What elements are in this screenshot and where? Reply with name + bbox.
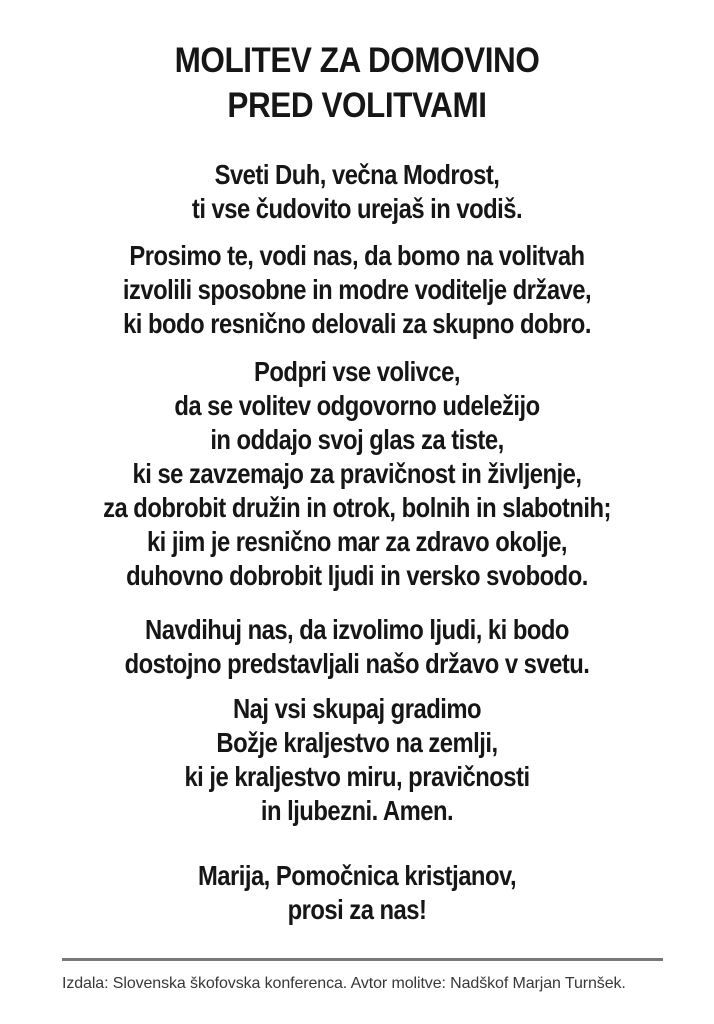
prayer-line: ki jim je resnično mar za zdravo okolje, bbox=[146, 526, 568, 557]
stanza-invocation bbox=[54, 158, 661, 226]
stanza-petition-voters bbox=[54, 355, 661, 593]
prayer-line: in oddajo svoj glas za tiste, bbox=[210, 424, 504, 455]
footer-credit: Izdala: Slovenska škofovska konferenca. Avtor molitve: Nadškof Marjan Turnšek. bbox=[62, 975, 626, 992]
prayer-line: duhovno dobrobit ljudi in versko svobodo. bbox=[126, 560, 588, 591]
document-title-line-1: MOLITEV ZA DOMOVINO bbox=[174, 41, 540, 80]
prayer-line: Podpri vse volivce, bbox=[254, 356, 460, 387]
prayer-line: prosi za nas! bbox=[287, 894, 427, 925]
stanza-kingdom bbox=[54, 692, 661, 828]
prayer-body bbox=[0, 158, 714, 927]
prayer-line: ki se zavzemajo za pravičnost in življenje, bbox=[132, 458, 582, 489]
prayer-line: za dobrobit družin in otrok, bolnih in slabotnih; bbox=[103, 492, 611, 523]
prayer-line: dostojno predstavljali našo državo v svetu. bbox=[124, 648, 590, 679]
prayer-line: Božje kraljestvo na zemlji, bbox=[216, 727, 498, 758]
prayer-line: ki bodo resnično delovali za skupno dobro. bbox=[123, 308, 591, 339]
stanza-marian-invocation bbox=[54, 859, 661, 927]
document-title-line-2: PRED VOLITVAMI bbox=[227, 86, 487, 125]
prayer-line: Naj vsi skupaj gradimo bbox=[232, 693, 482, 724]
stanza-petition-leaders bbox=[54, 239, 661, 341]
prayer-line: izvolili sposobne in modre voditelje države, bbox=[122, 274, 592, 305]
prayer-line: ki je kraljestvo miru, pravičnosti bbox=[184, 761, 530, 792]
prayer-line: Marija, Pomočnica kristjanov, bbox=[197, 860, 517, 891]
prayer-line: Sveti Duh, večna Modrost, bbox=[214, 159, 500, 190]
prayer-line: Prosimo te, vodi nas, da bomo na volitvah bbox=[129, 240, 585, 271]
prayer-line: ti vse čudovito urejaš in vodiš. bbox=[191, 193, 523, 224]
document-title bbox=[36, 38, 679, 128]
footer-divider bbox=[62, 958, 663, 961]
prayer-line: da se volitev odgovorno udeležijo bbox=[174, 390, 540, 421]
prayer-line: in ljubezni. Amen. bbox=[260, 795, 454, 826]
stanza-petition-representation bbox=[54, 613, 661, 681]
prayer-line: Navdihuj nas, da izvolimo ljudi, ki bodo bbox=[145, 614, 569, 645]
